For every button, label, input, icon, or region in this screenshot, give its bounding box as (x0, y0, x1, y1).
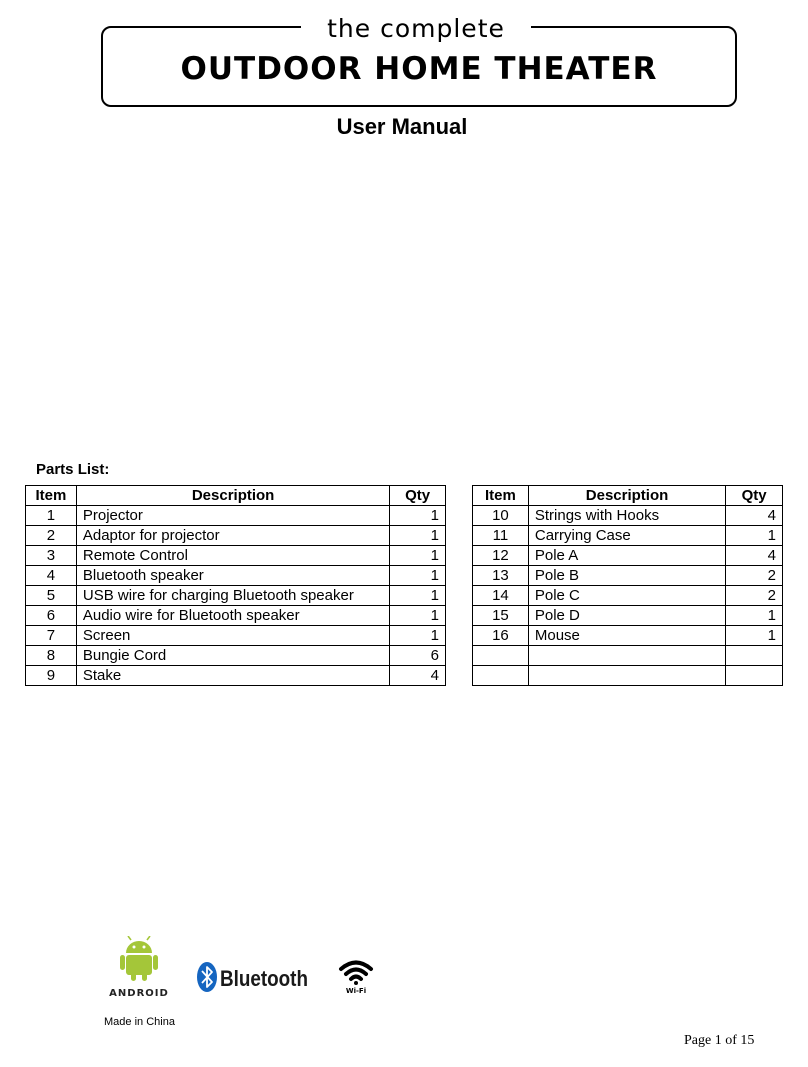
cell-item: 16 (473, 626, 529, 646)
column-header-description: Description (76, 486, 389, 506)
table-row (473, 566, 783, 586)
table-row (26, 526, 446, 546)
cell-qty: 2 (726, 586, 783, 606)
table-header-row (26, 486, 446, 506)
cell-description: Audio wire for Bluetooth speaker (76, 606, 389, 626)
column-header-qty: Qty (390, 486, 446, 506)
cell-qty: 4 (726, 546, 783, 566)
cell-description: Bluetooth speaker (76, 566, 389, 586)
cell-description: Bungie Cord (76, 646, 389, 666)
cell-item: 5 (26, 586, 77, 606)
cell-qty: 2 (726, 566, 783, 586)
cell-qty (726, 666, 783, 686)
cell-qty: 1 (390, 626, 446, 646)
table-row (26, 646, 446, 666)
table-row (473, 646, 783, 666)
cell-qty: 6 (390, 646, 446, 666)
cell-description: Stake (76, 666, 389, 686)
bluetooth-logo (196, 960, 314, 994)
table-header-row (473, 486, 783, 506)
bluetooth-icon (197, 962, 217, 992)
cell-item: 10 (473, 506, 529, 526)
wifi-icon (341, 963, 371, 986)
cell-description: Pole B (528, 566, 725, 586)
cell-qty: 1 (726, 606, 783, 626)
cell-description: Pole D (528, 606, 725, 626)
cell-qty: 4 (726, 506, 783, 526)
cell-qty: 1 (390, 566, 446, 586)
cell-qty: 1 (390, 586, 446, 606)
cell-item: 3 (26, 546, 77, 566)
cell-item: 12 (473, 546, 529, 566)
cell-item: 7 (26, 626, 77, 646)
cell-description: Strings with Hooks (528, 506, 725, 526)
table-row (26, 626, 446, 646)
parts-list-heading: Parts List: (36, 461, 110, 478)
page-title: User Manual (336, 114, 468, 139)
table-row (26, 666, 446, 686)
cell-item: 11 (473, 526, 529, 546)
bluetooth-logo-text: Bluetooth (220, 966, 308, 991)
android-robot-icon (120, 936, 158, 981)
cell-qty: 1 (390, 526, 446, 546)
table-row (473, 546, 783, 566)
cell-qty: 1 (390, 506, 446, 526)
parts-table-right (472, 485, 783, 686)
table-row (26, 546, 446, 566)
table-row (473, 526, 783, 546)
cell-description: Mouse (528, 626, 725, 646)
table-row (26, 506, 446, 526)
cell-qty: 1 (726, 526, 783, 546)
cell-item: 8 (26, 646, 77, 666)
cell-description (528, 666, 725, 686)
cell-description: Adaptor for projector (76, 526, 389, 546)
cell-description: USB wire for charging Bluetooth speaker (76, 586, 389, 606)
page-number: Page 1 of 15 (684, 1033, 755, 1048)
table-row (26, 586, 446, 606)
cell-item (473, 666, 529, 686)
wifi-logo (336, 955, 376, 995)
table-row (26, 566, 446, 586)
made-in-label: Made in China (104, 1016, 175, 1028)
column-header-description: Description (528, 486, 725, 506)
cell-item: 2 (26, 526, 77, 546)
cell-qty: 1 (726, 626, 783, 646)
android-logo (104, 936, 174, 1002)
cell-description: Projector (76, 506, 389, 526)
cell-qty: 1 (390, 546, 446, 566)
table-row (473, 606, 783, 626)
cell-item: 1 (26, 506, 77, 526)
column-header-qty: Qty (726, 486, 783, 506)
cell-item: 14 (473, 586, 529, 606)
cell-item (473, 646, 529, 666)
cell-description: Pole A (528, 546, 725, 566)
parts-table-left (25, 485, 446, 686)
column-header-item: Item (26, 486, 77, 506)
cell-item: 15 (473, 606, 529, 626)
cell-item: 6 (26, 606, 77, 626)
cell-qty: 4 (390, 666, 446, 686)
table-row (473, 586, 783, 606)
cell-qty: 1 (390, 606, 446, 626)
cell-item: 4 (26, 566, 77, 586)
table-row (473, 666, 783, 686)
cell-description: Remote Control (76, 546, 389, 566)
cell-item: 9 (26, 666, 77, 686)
column-header-item: Item (473, 486, 529, 506)
table-row (473, 506, 783, 526)
cell-description: Pole C (528, 586, 725, 606)
android-logo-text: ANDROID (109, 988, 169, 999)
cell-qty (726, 646, 783, 666)
cell-description: Screen (76, 626, 389, 646)
cell-item: 13 (473, 566, 529, 586)
table-row (26, 606, 446, 626)
logo-title: OUTDOOR HOME THEATER (180, 51, 658, 87)
table-row (473, 626, 783, 646)
cell-description (528, 646, 725, 666)
wifi-logo-text: Wi-Fi (345, 987, 367, 995)
cell-description: Carrying Case (528, 526, 725, 546)
logo-subtitle: the complete (301, 12, 531, 46)
